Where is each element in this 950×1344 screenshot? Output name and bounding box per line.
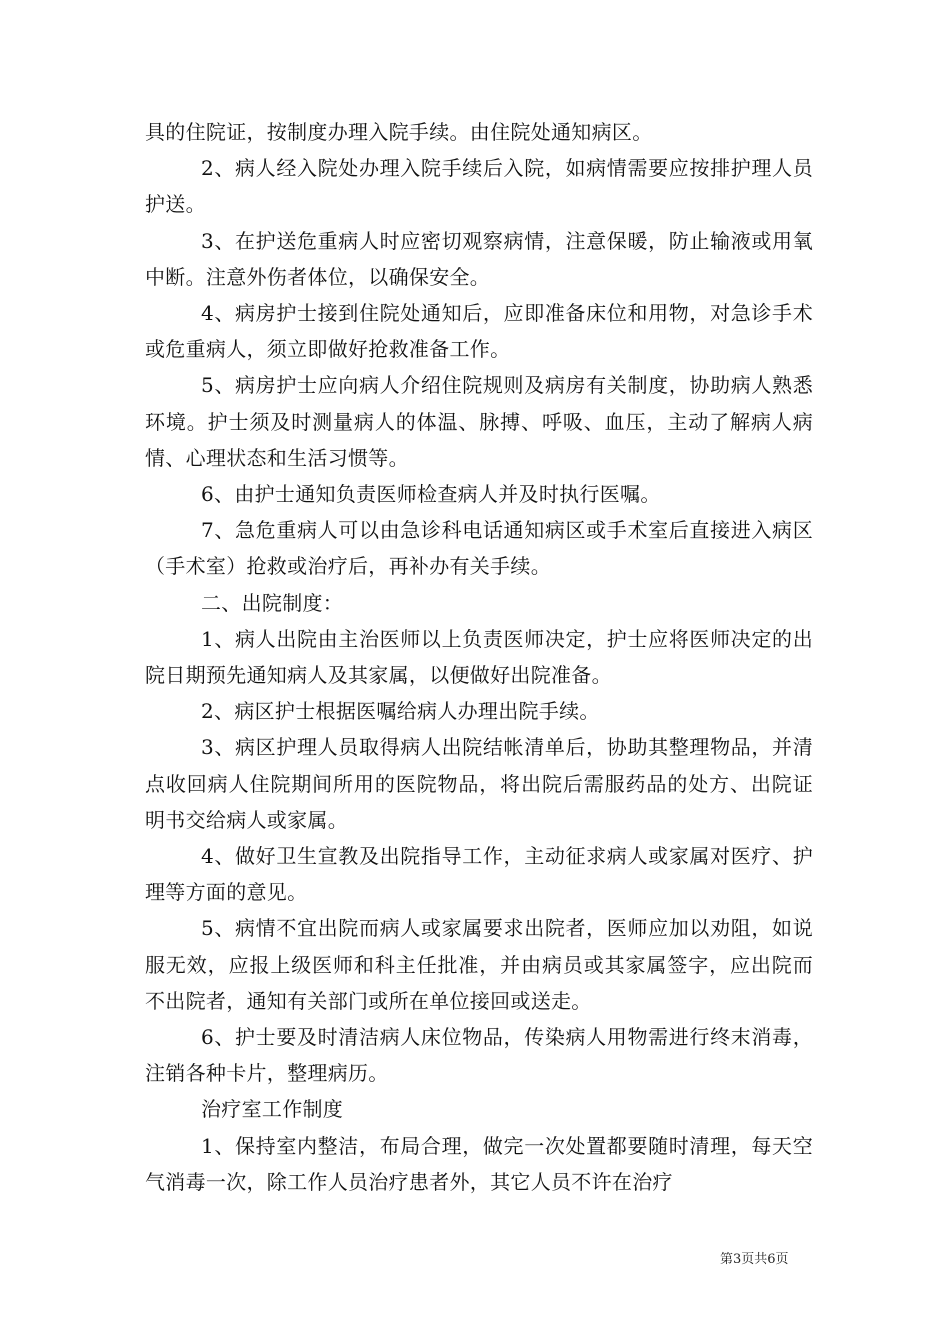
paragraph: 4、做好卫生宣教及出院指导工作，主动征求病人或家属对医疗、护理等方面的意见。 [145, 844, 813, 905]
paragraph: 6、由护士通知负责医师检查病人并及时执行医嘱。 [201, 482, 661, 507]
paragraph: 5、病房护士应向病人介绍住院规则及病房有关制度，协助病人熟悉环境。护士须及时测量病人的体温、脉搏、呼吸、血压，主动了解病人病情、心理状态和生活习惯等。 [145, 373, 813, 470]
paragraph: 3、在护送危重病人时应密切观察病情，注意保暖，防止输液或用氧中断。注意外伤者体位，以确保安全。 [145, 228, 813, 289]
paragraph: 1、病人出院由主治医师以上负责医师决定，护士应将医师决定的出院日期预先通知病人及其家属，以便做好出院准备。 [145, 626, 813, 688]
paragraph: 4、病房护士接到住院处通知后，应即准备床位和用物，对急诊手术或危重病人，须立即做好抢救准备工作。 [145, 301, 813, 362]
paragraph: 2、病人经入院处办理入院手续后入院，如病情需要应按排护理人员护送。 [145, 156, 813, 217]
paragraph: 1、保持室内整洁，布局合理，做完一次处置都要随时清理，每天空气消毒一次，除工作人员治疗患者外，其它人员不许在治疗 [145, 1133, 813, 1194]
page-number: 第3页共6页 [720, 1252, 789, 1267]
section-heading-treatment-room: 治疗室工作制度 [201, 1097, 344, 1122]
paragraph: 2、病区护士根据医嘱给病人办理出院手续。 [201, 699, 600, 724]
paragraph: 具的住院证，按制度办理入院手续。由住院处通知病区。 [145, 120, 653, 144]
paragraph: 3、病区护理人员取得病人出院结帐清单后，协助其整理物品，并清点收回病人住院期间所用的医院物品，将出院后需服药品的处方、出院证明书交给病人或家属。 [145, 735, 813, 832]
section-heading-discharge: 二、出院制度： [201, 590, 344, 615]
document-body [145, 114, 813, 1200]
paragraph: 5、病情不宜出院而病人或家属要求出院者，医师应加以劝阻，如说服无效，应报上级医师和科主任批准，并由病员或其家属签字，应出院而不出院者，通知有关部门或所在单位接回或送走。 [145, 916, 813, 1013]
paragraph: 7、急危重病人可以由急诊科电话通知病区或手术室后直接进入病区（手术室）抢救或治疗后，再补办有关手续。 [145, 518, 813, 579]
paragraph: 6、护士要及时清洁病人床位物品，传染病人用物需进行终末消毒，注销各种卡片，整理病历。 [145, 1025, 813, 1086]
